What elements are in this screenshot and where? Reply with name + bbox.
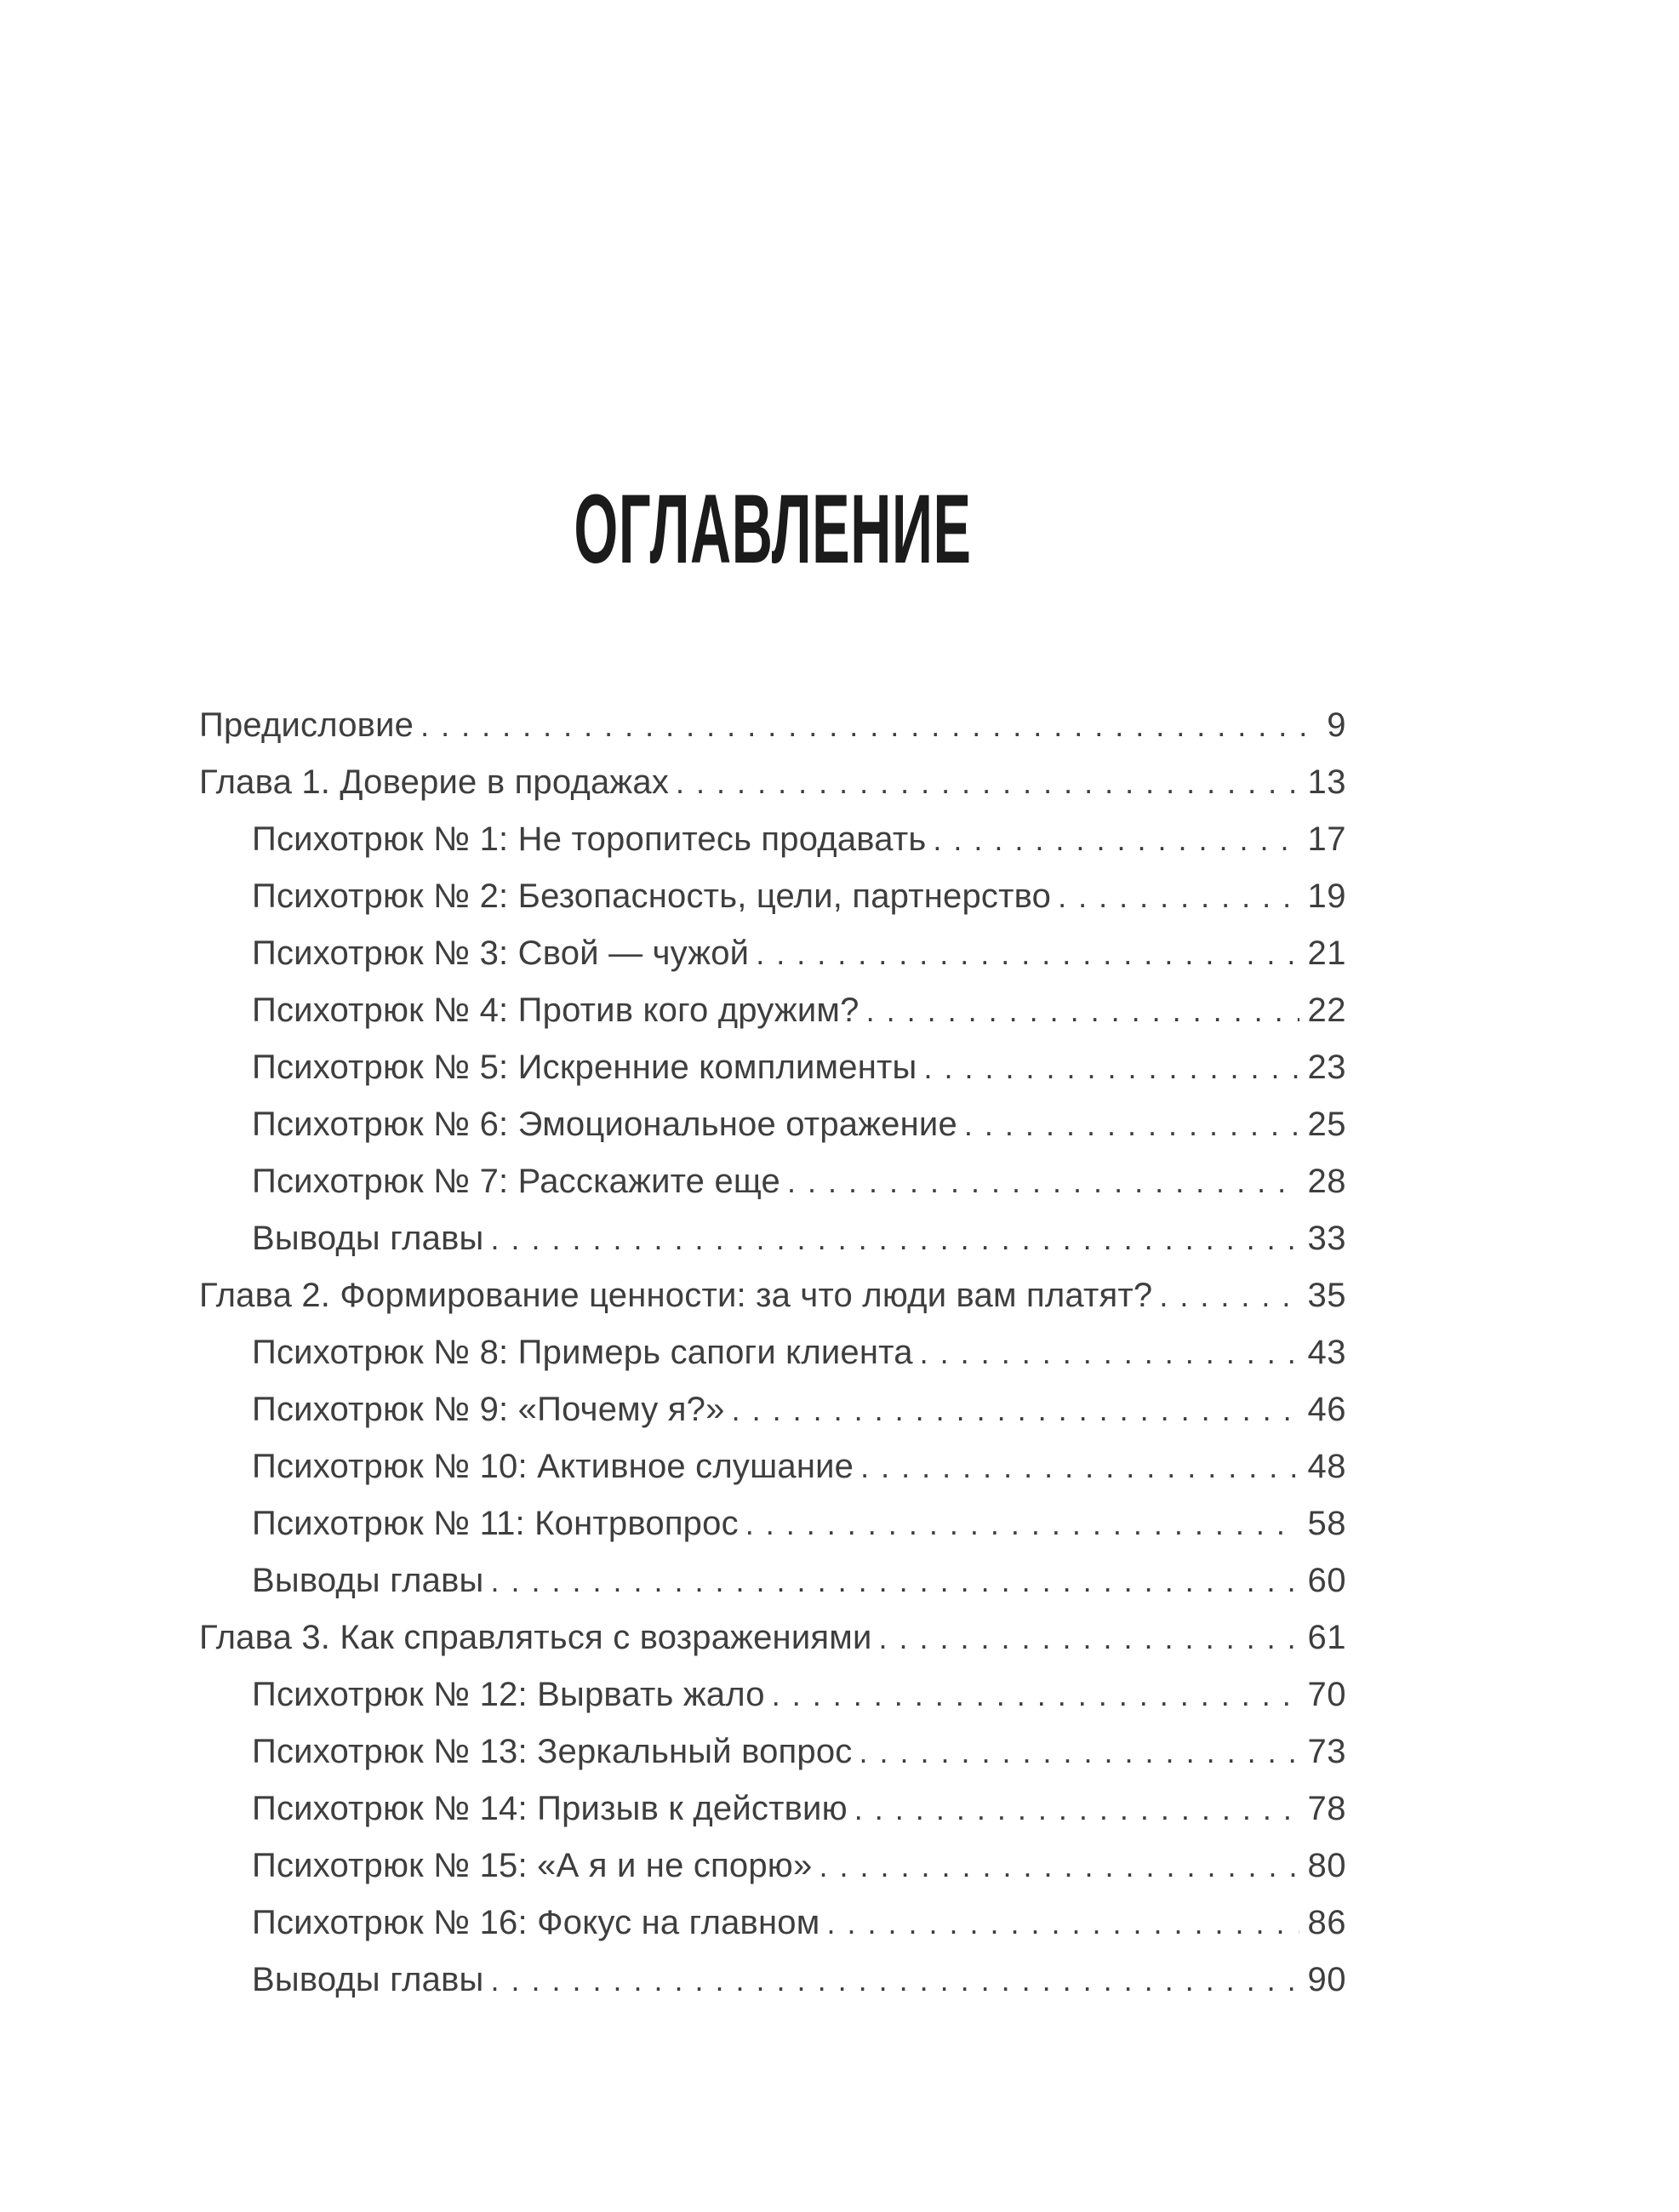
toc-dot-leader — [745, 1505, 1299, 1543]
toc-entry-label: Психотрюк № 4: Против кого дружим? — [252, 992, 859, 1029]
toc-dot-leader — [676, 763, 1299, 802]
toc-entry-label: Глава 3. Как справляться с возражениями — [199, 1619, 872, 1656]
toc-entry-label: Психотрюк № 2: Безопасность, цели, партнерство — [252, 877, 1052, 915]
toc-dot-leader — [859, 1733, 1299, 1771]
toc-entry-label: Психотрюк № 6: Эмоциональное отражение — [252, 1106, 957, 1143]
toc-page-number: 70 — [1307, 1676, 1346, 1713]
toc-row — [199, 1049, 1346, 1106]
toc-dot-leader — [819, 1847, 1299, 1885]
toc-page-number: 21 — [1307, 935, 1346, 972]
toc-page-number: 23 — [1307, 1049, 1346, 1086]
toc-entry-label: Психотрюк № 8: Примерь сапоги клиента — [252, 1334, 913, 1371]
toc-row — [199, 1961, 1346, 2018]
toc-page-number: 60 — [1307, 1562, 1346, 1599]
toc-row — [199, 1676, 1346, 1733]
toc-entry-label: Психотрюк № 3: Свой — чужой — [252, 935, 750, 972]
page-title: ОГЛАВЛЕНИЕ — [574, 475, 972, 584]
toc-dot-leader — [826, 1904, 1299, 1942]
toc-row — [199, 763, 1346, 820]
toc-page-number: 13 — [1307, 763, 1346, 801]
toc-row — [199, 1790, 1346, 1847]
toc-page-number: 58 — [1307, 1505, 1346, 1542]
toc-page-number: 46 — [1307, 1391, 1346, 1428]
toc-dot-leader — [854, 1790, 1299, 1828]
toc-entry-label: Выводы главы — [252, 1961, 484, 1998]
toc-row — [199, 1277, 1346, 1334]
toc-entry-label: Психотрюк № 14: Призыв к действию — [252, 1790, 848, 1827]
toc-page-number: 48 — [1307, 1448, 1346, 1485]
toc-page-number: 43 — [1307, 1334, 1346, 1371]
toc-page-number: 78 — [1307, 1790, 1346, 1827]
toc-dot-leader — [420, 706, 1318, 745]
toc-dot-leader — [860, 1448, 1299, 1486]
toc-entry-label: Психотрюк № 12: Вырвать жало — [252, 1676, 765, 1713]
toc-entry-label: Психотрюк № 16: Фокус на главном — [252, 1904, 820, 1941]
toc-row — [199, 935, 1346, 992]
toc-page-number: 17 — [1307, 820, 1346, 858]
toc-page-number: 86 — [1307, 1904, 1346, 1941]
toc-row — [199, 1904, 1346, 1961]
toc-entry-label: Психотрюк № 9: «Почему я?» — [252, 1391, 725, 1428]
toc-row — [199, 1448, 1346, 1505]
toc-dot-leader — [1058, 877, 1299, 916]
toc-row — [199, 1163, 1346, 1220]
toc-dot-leader — [491, 1961, 1299, 1999]
toc-entry-label: Психотрюк № 7: Расскажите еще — [252, 1163, 780, 1200]
toc-page-number: 61 — [1307, 1619, 1346, 1656]
toc-entry-label: Психотрюк № 10: Активное слушание — [252, 1448, 854, 1485]
toc-row — [199, 1106, 1346, 1163]
toc-entry-label: Психотрюк № 13: Зеркальный вопрос — [252, 1733, 853, 1770]
toc-row — [199, 1733, 1346, 1790]
toc-page-number: 73 — [1307, 1733, 1346, 1770]
toc-page-number: 28 — [1307, 1163, 1346, 1200]
toc-row — [199, 1619, 1346, 1676]
toc-row — [199, 1562, 1346, 1619]
toc-entry-label: Психотрюк № 15: «А я и не спорю» — [252, 1847, 813, 1884]
toc-row — [199, 1220, 1346, 1277]
toc-entry-label: Предисловие — [199, 706, 414, 744]
toc-page-number: 19 — [1307, 877, 1346, 915]
toc-row — [199, 1391, 1346, 1448]
toc-page-number: 80 — [1307, 1847, 1346, 1884]
toc-entry-label: Выводы главы — [252, 1562, 484, 1599]
toc-row — [199, 820, 1346, 877]
toc-entry-label: Психотрюк № 5: Искренние комплименты — [252, 1049, 917, 1086]
toc-dot-leader — [491, 1220, 1299, 1258]
toc-entry-label: Психотрюк № 1: Не торопитесь продавать — [252, 820, 927, 858]
toc-dot-leader — [787, 1163, 1299, 1201]
toc-dot-leader — [1159, 1277, 1299, 1315]
table-of-contents — [199, 706, 1346, 2018]
toc-row — [199, 1505, 1346, 1562]
toc-dot-leader — [879, 1619, 1299, 1657]
toc-dot-leader — [772, 1676, 1299, 1714]
toc-dot-leader — [933, 820, 1299, 859]
toc-entry-label: Глава 2. Формирование ценности: за что люди вам платят? — [199, 1277, 1153, 1314]
toc-row — [199, 1847, 1346, 1904]
toc-row — [199, 992, 1346, 1049]
toc-dot-leader — [732, 1391, 1299, 1429]
toc-row — [199, 706, 1346, 763]
toc-row — [199, 877, 1346, 935]
content-column — [199, 0, 1346, 2212]
toc-page-number: 22 — [1307, 992, 1346, 1029]
toc-dot-leader — [491, 1562, 1299, 1600]
toc-page-number: 9 — [1327, 706, 1346, 744]
toc-page-number: 90 — [1307, 1961, 1346, 1998]
toc-dot-leader — [866, 992, 1299, 1030]
toc-dot-leader — [756, 935, 1299, 973]
toc-page-number: 25 — [1307, 1106, 1346, 1143]
toc-page-number: 33 — [1307, 1220, 1346, 1257]
toc-dot-leader — [923, 1049, 1299, 1087]
toc-entry-label: Глава 1. Доверие в продажах — [199, 763, 670, 801]
toc-entry-label: Психотрюк № 11: Контрвопрос — [252, 1505, 739, 1542]
toc-page-number: 35 — [1307, 1277, 1346, 1314]
toc-entry-label: Выводы главы — [252, 1220, 484, 1257]
toc-dot-leader — [964, 1106, 1299, 1144]
toc-dot-leader — [920, 1334, 1299, 1372]
toc-row — [199, 1334, 1346, 1391]
